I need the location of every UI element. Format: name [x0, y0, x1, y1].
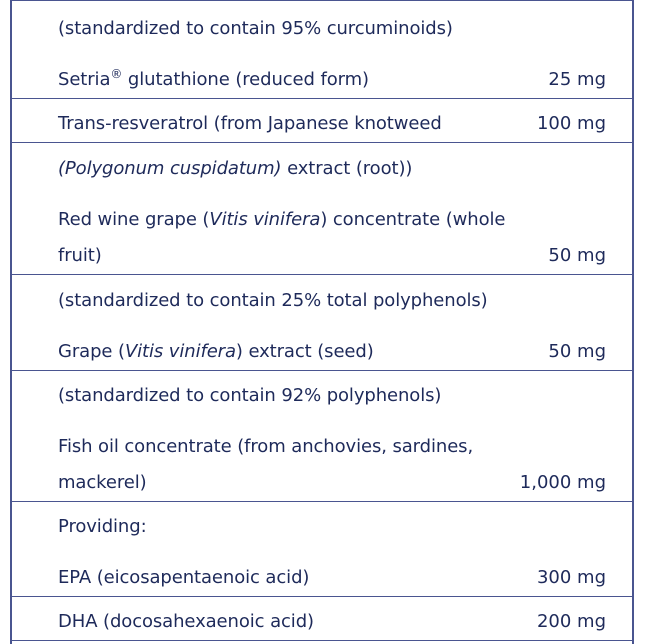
- ingredient-amount: 200 mg: [536, 611, 606, 632]
- ingredient-name: Trans-resveratrol (from Japanese knotweed: [58, 113, 442, 134]
- ingredient-name: Setria® glutathione (reduced form): [58, 67, 369, 90]
- row-divider: [12, 370, 632, 371]
- ingredient-name: Grape (Vitis vinifera) extract (seed): [58, 341, 374, 362]
- ingredient-note: (standardized to contain 95% curcuminoids): [58, 18, 453, 39]
- ingredient-amount: 1,000 mg: [519, 472, 606, 493]
- row-divider: [12, 274, 632, 275]
- ingredient-amount: 50 mg: [548, 341, 606, 362]
- ingredient-name-line2: mackerel): [58, 472, 147, 493]
- ingredient-note: (standardized to contain 92% polyphenols): [58, 385, 442, 406]
- ingredient-note: (standardized to contain 25% total polyphenols): [58, 290, 488, 311]
- row-divider: [12, 501, 632, 502]
- row-divider: [12, 142, 632, 143]
- ingredient-name: EPA (eicosapentaenoic acid): [58, 567, 310, 588]
- ingredient-name-line2: fruit): [58, 245, 102, 266]
- ingredient-name: DHA (docosahexaenoic acid): [58, 611, 314, 632]
- ingredient-name: Fish oil concentrate (from anchovies, sardines,: [58, 436, 474, 457]
- ingredient-amount: 300 mg: [536, 567, 606, 588]
- row-divider: [12, 596, 632, 597]
- row-divider: [12, 640, 632, 641]
- ingredient-name: Red wine grape (Vitis vinifera) concentrate (whole: [58, 209, 506, 230]
- ingredient-note: Providing:: [58, 516, 147, 537]
- supplement-facts-table: [10, 0, 634, 644]
- ingredient-amount: 50 mg: [548, 245, 606, 266]
- ingredient-note: (Polygonum cuspidatum) extract (root)): [58, 158, 413, 179]
- row-divider: [12, 98, 632, 99]
- row-divider: [12, 0, 632, 1]
- ingredient-amount: 25 mg: [548, 69, 606, 90]
- ingredient-amount: 100 mg: [536, 113, 606, 134]
